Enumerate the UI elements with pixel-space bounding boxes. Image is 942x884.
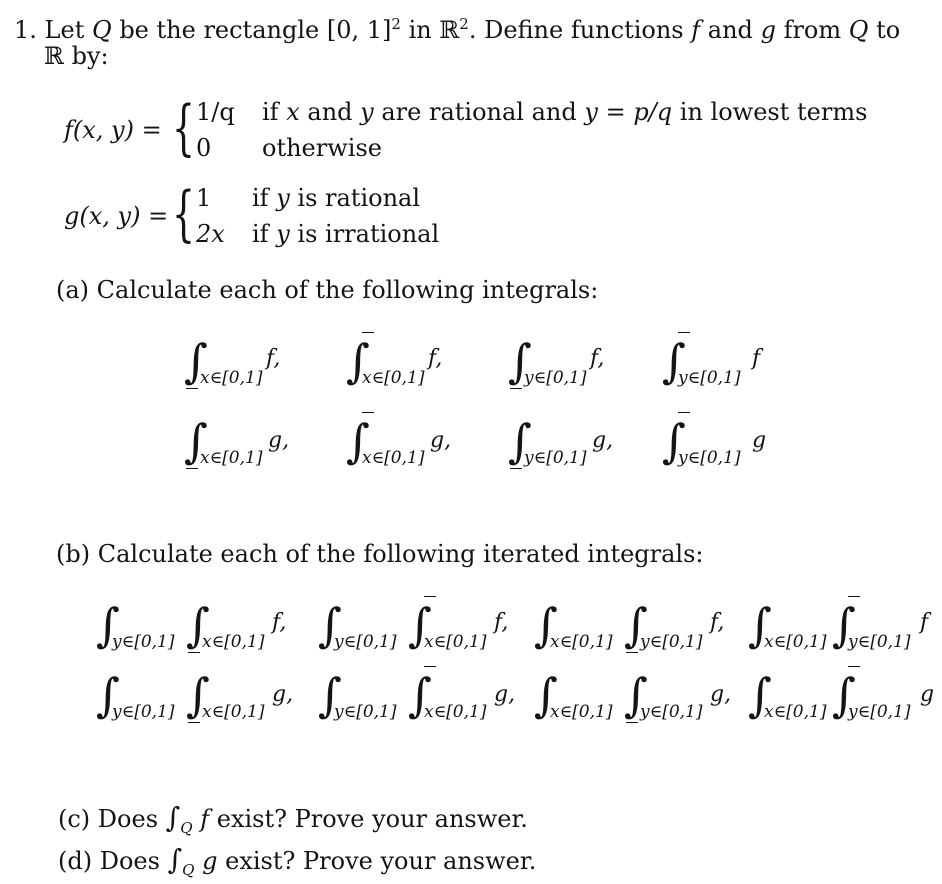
f-case2-value: 0	[196, 134, 212, 162]
upper-bar	[678, 412, 690, 413]
upper-bar	[678, 332, 690, 333]
g-case1-value: 1	[196, 184, 212, 212]
iterated-f-3: ∫ x∈[0,1] ∫ y∈[0,1] f,	[534, 598, 725, 652]
upper-bar	[362, 332, 374, 333]
lower-bar	[626, 722, 638, 723]
iterated-f-1: ∫ y∈[0,1] ∫ x∈[0,1] f,	[96, 598, 287, 652]
g-case2-condition: if y is irrational	[252, 220, 440, 248]
iterated-g-2: ∫ y∈[0,1] ∫ x∈[0,1] g,	[318, 668, 516, 722]
part-a-label: (a) Calculate each of the following integrals:	[56, 276, 599, 304]
g-def-lhs: g(x, y) =	[64, 202, 169, 230]
lower-bar	[510, 468, 522, 469]
iterated-g-4: ∫ x∈[0,1] ∫ y∈[0,1] g	[748, 668, 935, 722]
upper-bar	[848, 666, 860, 667]
f-def-lhs: f(x, y) =	[64, 116, 162, 144]
lower-bar	[626, 652, 638, 653]
upper-integral-f-y: ∫ y∈[0,1] f	[662, 334, 761, 388]
upper-bar	[424, 666, 436, 667]
lower-bar	[186, 388, 198, 389]
problem-number: 1.	[14, 16, 37, 44]
g-case2-value: 2x	[196, 220, 225, 248]
f-case1-value: 1/q	[196, 98, 235, 126]
iterated-f-4: ∫ x∈[0,1] ∫ y∈[0,1] f	[748, 598, 929, 652]
lower-bar	[510, 388, 522, 389]
lower-bar	[186, 468, 198, 469]
upper-integral-g-y: ∫ y∈[0,1] g	[662, 414, 767, 468]
iterated-f-2: ∫ y∈[0,1] ∫ x∈[0,1] f,	[318, 598, 509, 652]
g-case1-condition: if y is rational	[252, 184, 421, 212]
upper-bar	[362, 412, 374, 413]
part-b-label: (b) Calculate each of the following iterated integrals:	[56, 540, 704, 568]
problem-statement: 1. Let Q be the rectangle [0, 1]$^2$ in ℝ$^2$. Define functions f and g from Q to	[14, 15, 901, 44]
f-case2-condition: otherwise	[262, 134, 382, 162]
iterated-g-3: ∫ x∈[0,1] ∫ y∈[0,1] g,	[534, 668, 732, 722]
part-c-question: (c) Does $\int_Q$ f exist? Prove your answer.	[58, 801, 528, 837]
part-d-question: (d) Does $\int_Q$ g exist? Prove your answer.	[58, 843, 537, 879]
upper-bar	[848, 596, 860, 597]
g-def-brace: {	[172, 179, 195, 249]
lower-bar	[188, 652, 200, 653]
lower-integral-g-x: ∫ x∈[0,1] g,	[184, 414, 290, 468]
f-def-brace: {	[172, 93, 195, 163]
lower-integral-f-y: ∫ y∈[0,1] f,	[508, 334, 605, 388]
upper-integral-f-x: ∫ x∈[0,1] f,	[346, 334, 443, 388]
upper-bar	[424, 596, 436, 597]
iterated-g-1: ∫ y∈[0,1] ∫ x∈[0,1] g,	[96, 668, 294, 722]
lower-bar	[188, 722, 200, 723]
problem-statement-line2: ℝ by:	[44, 42, 109, 70]
lower-integral-g-y: ∫ y∈[0,1] g,	[508, 414, 614, 468]
upper-integral-g-x: ∫ x∈[0,1] g,	[346, 414, 452, 468]
lower-integral-f-x: ∫ x∈[0,1] f,	[184, 334, 281, 388]
f-case1-condition: if x and y are rational and y = p/q in lowest terms	[262, 98, 868, 126]
